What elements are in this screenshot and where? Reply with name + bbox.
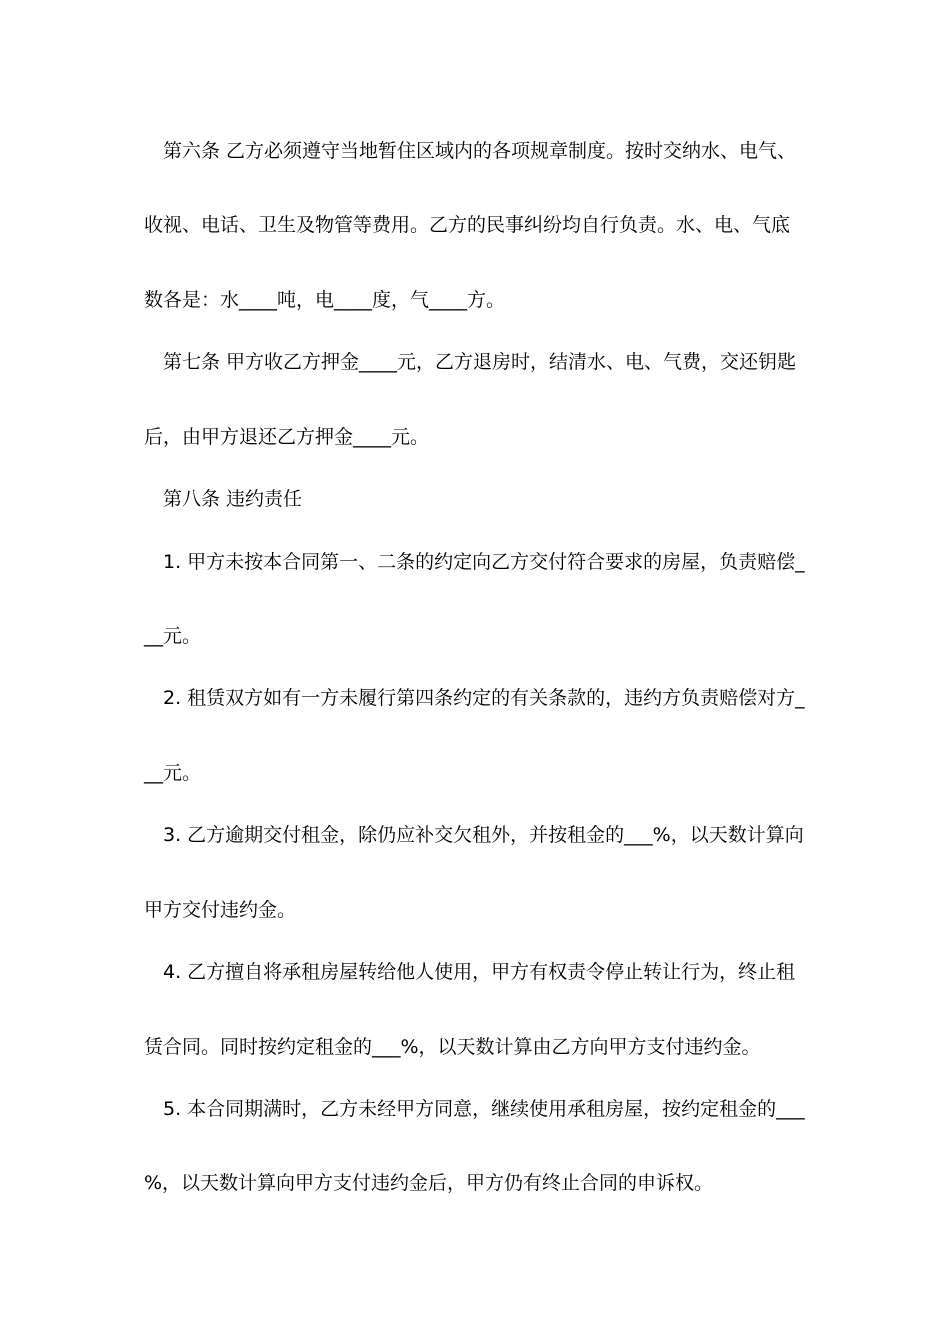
article-6-line-2: 收视、电话、卫生及物管等费用。乙方的民事纠纷均自行负责。水、电、气底 xyxy=(144,214,791,236)
clause-4-line-1: 4. 乙方擅自将承租房屋转给他人使用，甲方有权责令停止转让行为，终止租 xyxy=(163,961,796,983)
clause-4-line-2: 赁合同。同时按约定租金的___%，以天数计算由乙方向甲方支付违约金。 xyxy=(144,1036,761,1058)
article-6-line-3: 数各是：水____吨，电____度，气____方。 xyxy=(144,289,506,311)
clause-5-line-2: %，以天数计算向甲方支付违约金后，甲方仍有终止合同的申诉权。 xyxy=(144,1172,714,1194)
clause-1-line-1: 1. 甲方未按本合同第一、二条的约定向乙方交付符合要求的房屋，负责赔偿_ xyxy=(163,551,805,573)
clause-2-line-2: __元。 xyxy=(144,762,202,784)
clause-1-line-2: __元。 xyxy=(144,625,202,647)
article-8-heading: 第八条 违约责任 xyxy=(163,488,303,510)
clause-3-line-1: 3. 乙方逾期交付租金，除仍应补交欠租外，并按租金的___%，以天数计算向 xyxy=(163,824,804,846)
clause-3-line-2: 甲方交付违约金。 xyxy=(144,899,297,921)
article-7-line-1: 第七条 甲方收乙方押金____元，乙方退房时，结清水、电、气费，交还钥匙 xyxy=(163,351,797,373)
clause-5-line-1: 5. 本合同期满时，乙方未经甲方同意，继续使用承租房屋，按约定租金的___ xyxy=(163,1098,805,1120)
clause-2-line-1: 2. 租赁双方如有一方未履行第四条约定的有关条款的，违约方负责赔偿对方_ xyxy=(163,687,805,709)
article-7-line-2: 后，由甲方退还乙方押金____元。 xyxy=(144,426,430,448)
article-6-line-1: 第六条 乙方必须遵守当地暂住区域内的各项规章制度。按时交纳水、电气、 xyxy=(163,140,797,162)
